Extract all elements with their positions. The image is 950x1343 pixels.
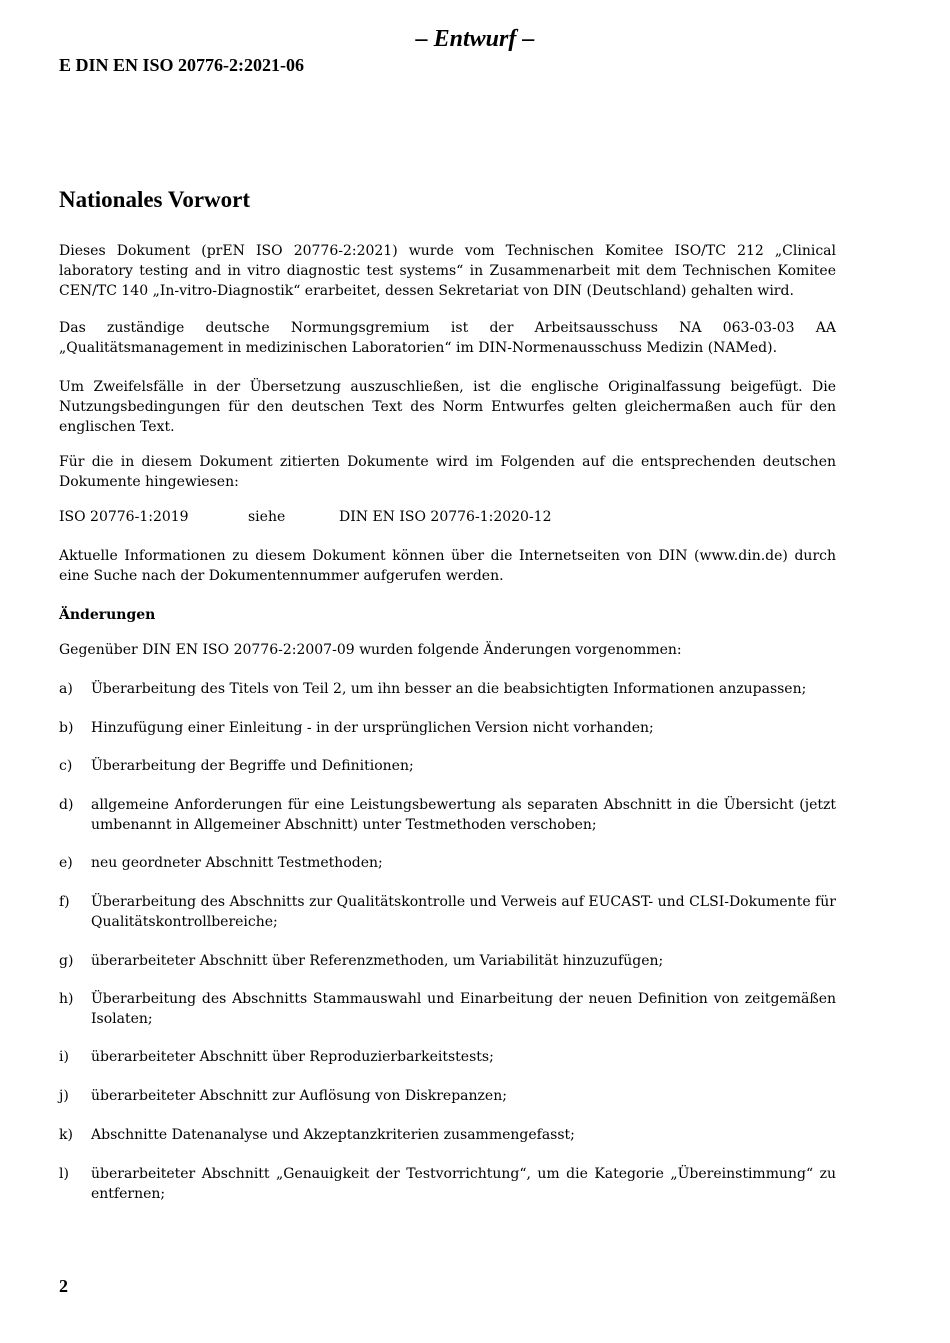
list-marker: e) [59,855,73,871]
list-text: Hinzufügung einer Einleitung - in der ursprünglichen Version nicht vorhanden; [91,720,654,736]
list-text: überarbeiteter Abschnitt „Genauigkeit der Testvorrichtung“, um die Kategorie „Übereinstimmung“ zu entfernen; [91,1166,836,1202]
list-text: Abschnitte Datenanalyse und Akzeptanzkriterien zusammengefasst; [91,1127,575,1143]
list-item [59,795,836,835]
list-marker: c) [59,758,73,774]
list-item [59,718,836,738]
list-text: überarbeiteter Abschnitt über Referenzmethoden, um Variabilität hinzuzufügen; [91,953,664,969]
list-marker: i) [59,1049,69,1065]
document-id: E DIN EN ISO 20776-2:2021-06 [59,55,305,75]
list-text: Überarbeitung der Begriffe und Definitionen; [91,758,414,774]
list-marker: d) [59,797,74,813]
paragraph-cited-documents: Für die in diesem Dokument zitierten Dokumente wird im Folgenden auf die entsprechenden deutschen Dokumente hingewiesen: [59,454,836,490]
list-item [59,1125,836,1145]
list-marker: g) [59,953,74,969]
list-text: Überarbeitung des Abschnitts zur Qualitätskontrolle und Verweis auf EUCAST- und CLSI-Dokumente für Qualitätskontrollbereiche; [91,894,836,930]
list-marker: j) [59,1088,69,1104]
list-item [59,989,836,1029]
changes-intro: Gegenüber DIN EN ISO 20776-2:2007-09 wurden folgende Änderungen vorgenommen: [59,642,682,658]
list-item [59,853,836,873]
paragraph-committee: Dieses Dokument (prEN ISO 20776-2:2021) wurde vom Technischen Komitee ISO/TC 212 „Clinical laboratory testing and in vitro diagnostic test systems“ in Zusammenarbeit mit dem Technischen Komitee CEN/TC 140 „In-vitro-Diagnostik“ erarbeitet, dessen Sekretariat von DIN (Deutschland) gehalten wird. [59,243,836,299]
list-item [59,1047,836,1067]
list-text: Überarbeitung des Abschnitts Stammauswahl und Einarbeitung der neuen Definition von zeitgemäßen Isolaten; [91,991,836,1027]
paragraph-current-info: Aktuelle Informationen zu diesem Dokument können über die Internetseiten von DIN (www.din.de) durch eine Suche nach der Dokumentennummer aufgerufen werden. [59,548,836,584]
page-number: 2 [59,1276,68,1296]
changes-heading: Änderungen [59,607,156,623]
list-item [59,756,836,776]
page-title: Nationales Vorwort [59,187,251,212]
list-item [59,951,836,971]
list-item [59,1086,836,1106]
paragraph-translation: Um Zweifelsfälle in der Übersetzung auszuschließen, ist die englische Originalfassung beigefügt. Die Nutzungsbedingungen für den deutschen Text des Norm Entwurfes gelten gleichermaßen auch für den englischen Text. [59,379,836,435]
list-marker: k) [59,1127,73,1143]
list-text: Überarbeitung des Titels von Teil 2, um ihn besser an die beabsichtigten Informationen anzupassen; [91,681,807,697]
list-item [59,892,836,932]
list-item [59,679,836,699]
reference-din: DIN EN ISO 20776-1:2020-12 [339,509,552,525]
list-item [59,1164,836,1204]
list-text: überarbeiteter Abschnitt zur Auflösung von Diskrepanzen; [91,1088,507,1104]
list-text: allgemeine Anforderungen für eine Leistungsbewertung als separaten Abschnitt in die Übersicht (jetzt umbenannt in Allgemeiner Abschnitt) unter Testmethoden verschoben; [91,797,836,833]
list-marker: b) [59,720,74,736]
list-text: überarbeiteter Abschnitt über Reproduzierbarkeitstests; [91,1049,494,1065]
list-text: neu geordneter Abschnitt Testmethoden; [91,855,383,871]
reference-see: siehe [248,509,286,525]
paragraph-responsible-body: Das zuständige deutsche Normungsgremium ist der Arbeitsausschuss NA 063-03-03 AA „Qualitätsmanagement in medizinischen Laboratorien“ im DIN-Normenausschuss Medizin (NAMed). [59,320,836,356]
list-marker: l) [59,1166,69,1182]
list-marker: a) [59,681,73,697]
list-marker: f) [59,894,70,910]
reference-iso: ISO 20776-1:2019 [59,509,189,525]
list-marker: h) [59,991,74,1007]
draft-label: – Entwurf – [415,26,535,52]
